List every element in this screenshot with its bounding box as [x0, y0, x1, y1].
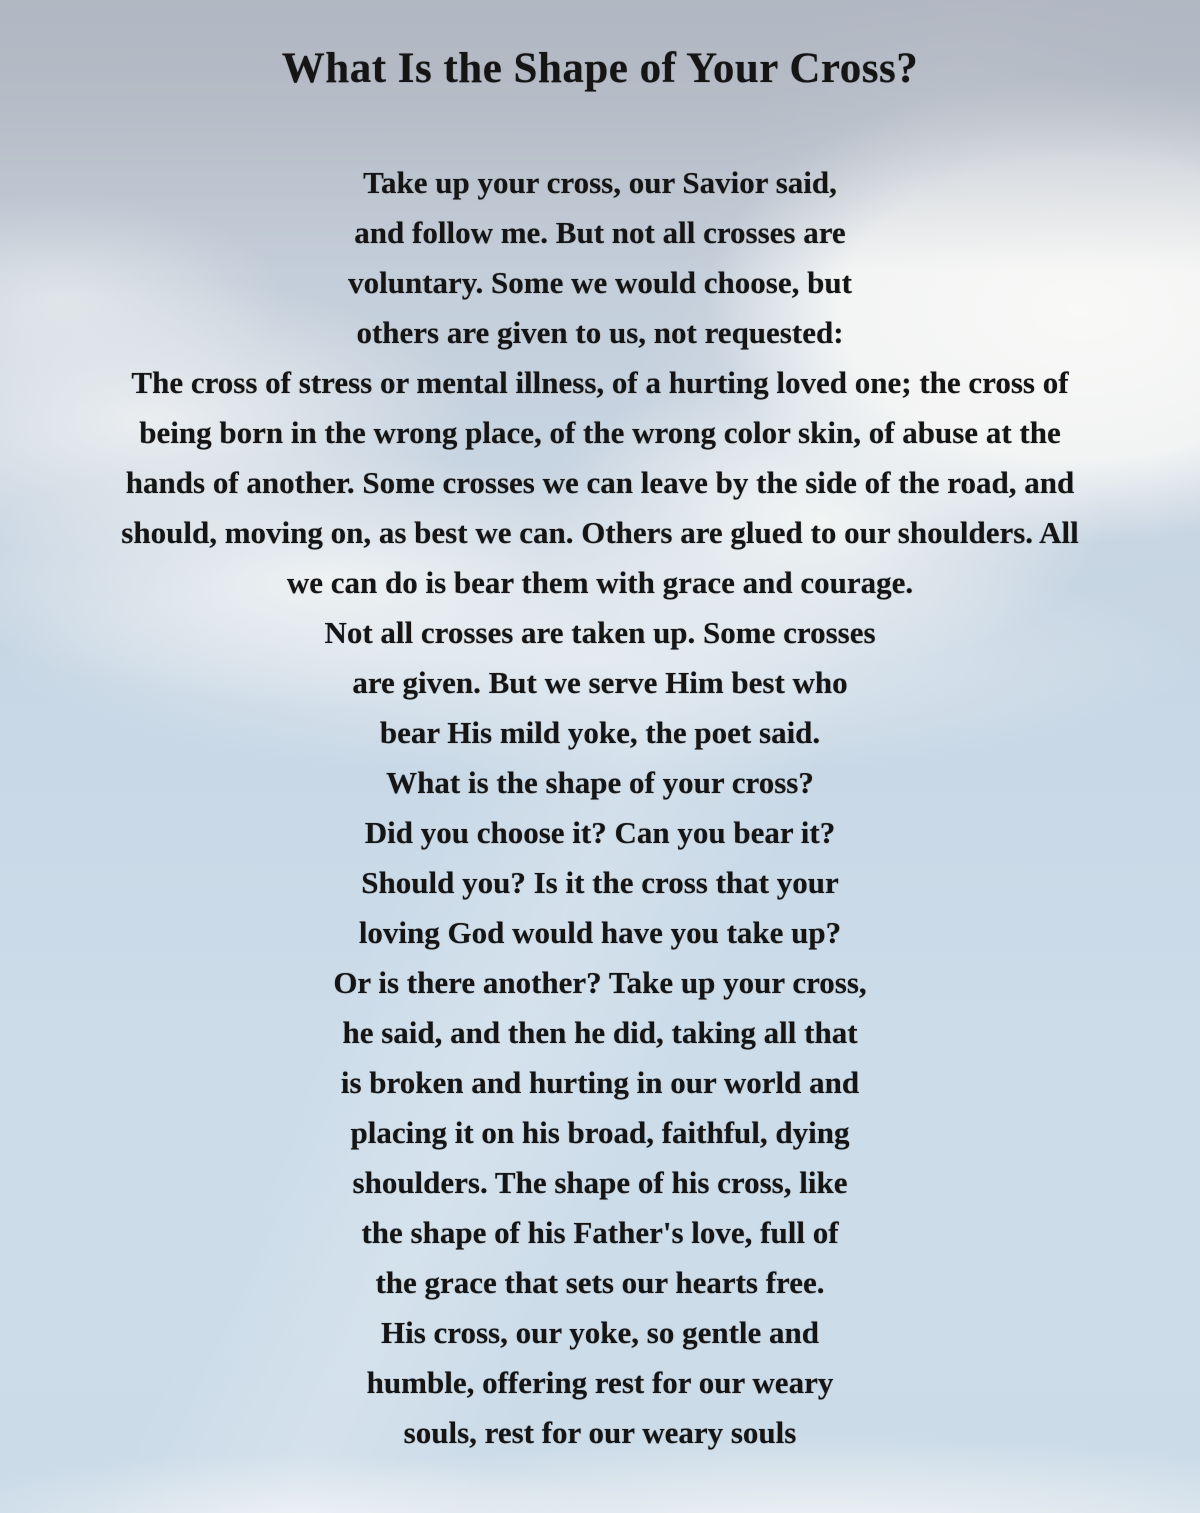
poem-line: should, moving on, as best we can. Others are glued to our shoulders. All — [121, 515, 1079, 550]
poem-line: he said, and then he did, taking all that — [342, 1015, 858, 1050]
poem-line: Or is there another? Take up your cross, — [333, 965, 867, 1000]
poem-line: and follow me. But not all crosses are — [354, 215, 846, 250]
poem-line: others are given to us, not requested: — [356, 315, 844, 350]
poem-line: loving God would have you take up? — [358, 915, 842, 950]
poem-line: Should you? Is it the cross that your — [361, 865, 839, 900]
poem-line: Take up your cross, our Savior said, — [363, 165, 837, 200]
poem-line: are given. But we serve Him best who — [352, 665, 848, 700]
poem-line: being born in the wrong place, of the wrong color skin, of abuse at the — [139, 415, 1061, 450]
poem-line: His cross, our yoke, so gentle and — [380, 1315, 820, 1350]
poem-line: the shape of his Father's love, full of — [361, 1215, 839, 1250]
poem-line: shoulders. The shape of his cross, like — [352, 1165, 848, 1200]
poem-line: bear His mild yoke, the poet said. — [379, 715, 821, 750]
poem-line: placing it on his broad, faithful, dying — [350, 1115, 850, 1150]
poem-line: is broken and hurting in our world and — [340, 1065, 860, 1100]
poem-line: hands of another. Some crosses we can leave by the side of the road, and — [125, 465, 1075, 500]
poem-line: we can do is bear them with grace and courage. — [286, 565, 914, 600]
poem-line: Not all crosses are taken up. Some crosses — [324, 615, 876, 650]
poem-line: What is the shape of your cross? — [386, 765, 814, 800]
poem-line: humble, offering rest for our weary — [366, 1365, 834, 1400]
poem-body — [0, 158, 1200, 1458]
poem-line: the grace that sets our hearts free. — [375, 1265, 825, 1300]
poem-line: Did you choose it? Can you bear it? — [364, 815, 836, 850]
poem-line: The cross of stress or mental illness, of a hurting loved one; the cross of — [131, 365, 1069, 400]
poem-line: voluntary. Some we would choose, but — [348, 265, 852, 300]
poem-line: souls, rest for our weary souls — [403, 1415, 797, 1450]
poem-title: What Is the Shape of Your Cross? — [281, 45, 919, 92]
